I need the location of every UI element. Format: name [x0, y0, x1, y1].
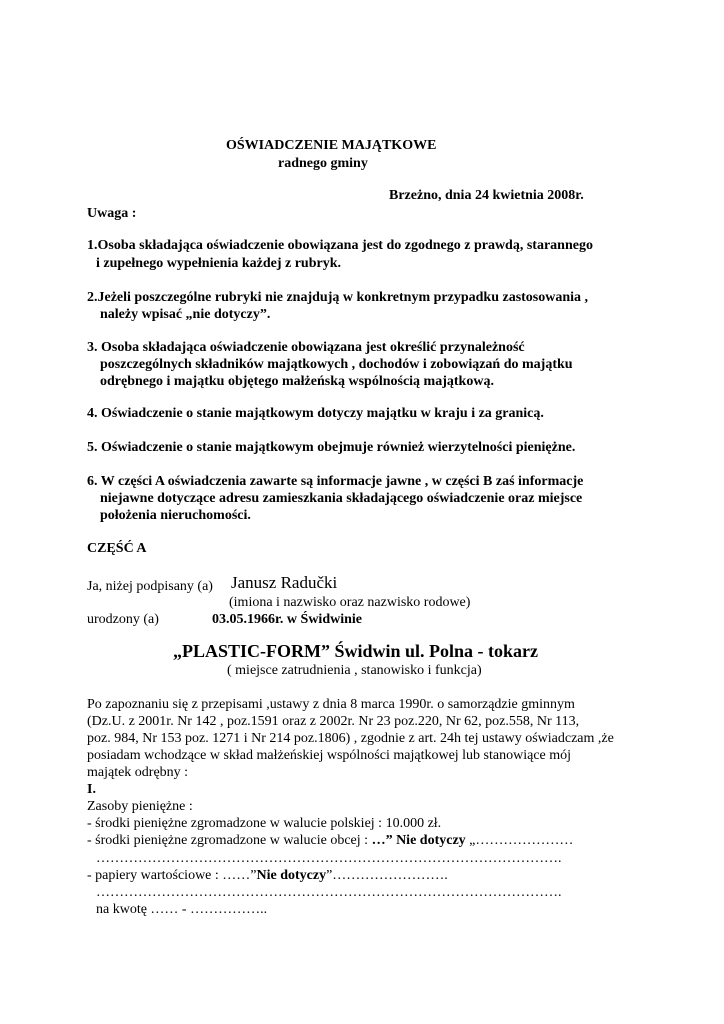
- note-6-line-2: niejawne dotyczące adresu zamieszkania składającego oświadczenie oraz miejsce: [100, 491, 583, 506]
- signed-label: Ja, niżej podpisany (a): [87, 579, 213, 594]
- foreign-funds-value: …” Nie dotyczy: [371, 833, 470, 848]
- statement-line-3: poz. 984, Nr 153 poz. 1271 i Nr 214 poz.1806) , zgodnie z art. 24h tej ustawy oświadczam ,że: [87, 731, 614, 746]
- note-6-line-3: położenia nieruchomości.: [100, 508, 251, 523]
- name-caption: (imiona i nazwisko oraz nazwisko rodowe): [229, 595, 471, 610]
- foreign-funds-line: [87, 832, 573, 849]
- place-and-date: Brzeżno, dnia 24 kwietnia 2008r.: [389, 188, 584, 203]
- note-6-line-1: 6. W części A oświadczenia zawarte są informacje jawne , w części B zaś informacje: [87, 474, 584, 489]
- notes-heading: Uwaga :: [87, 206, 137, 221]
- securities-label: - papiery wartościowe : ……”: [87, 868, 257, 883]
- amount-line: na kwotę …… - ……………..: [96, 902, 268, 917]
- section-number: I.: [87, 782, 96, 797]
- pln-funds-line: - środki pieniężne zgromadzone w walucie polskiej : 10.000 zł.: [87, 816, 442, 831]
- statement-line-5: majątek odrębny :: [87, 765, 189, 780]
- note-2-line-2: należy wpisać „nie dotyczy”.: [100, 307, 271, 322]
- statement-line-2: (Dz.U. z 2001r. Nr 142 , poz.1591 oraz z 2002r. Nr 23 poz.220, Nr 62, poz.558, Nr 113,: [87, 714, 580, 729]
- foreign-funds-label: - środki pieniężne zgromadzone w walucie obcej :: [87, 833, 372, 848]
- foreign-funds-dots: „…………………: [469, 833, 574, 848]
- note-3-line-2: poszczególnych składników majątkowych , dochodów i zobowiązań do majątku: [100, 357, 573, 372]
- statement-line-1: Po zapoznaniu się z przepisami ,ustawy z dnia 8 marca 1990r. o samorządzie gminnym: [87, 697, 575, 712]
- part-a-heading: CZĘŚĆ A: [87, 541, 147, 556]
- employment-caption: ( miejsce zatrudnienia , stanowisko i funkcja): [227, 663, 482, 678]
- born-label: urodzony (a): [87, 612, 159, 627]
- note-4: 4. Oświadczenie o stanie majątkowym dotyczy majątku w kraju i za granicą.: [87, 406, 544, 421]
- document-title: OŚWIADCZENIE MAJĄTKOWE: [226, 138, 437, 153]
- employment: „PLASTIC-FORM” Świdwin ul. Polna - tokarz: [173, 641, 539, 661]
- declarant-name: Janusz Radučki: [231, 573, 338, 592]
- note-3-line-3: odrębnego i majątku objętego małżeńską wspólnością majątkową.: [100, 374, 494, 389]
- securities-value: Nie dotyczy: [256, 868, 327, 883]
- note-1-line-2: i zupełnego wypełnienia każdej z rubryk.: [96, 256, 342, 271]
- note-5: 5. Oświadczenie o stanie majątkowym obejmuje również wierzytelności pieniężne.: [87, 440, 576, 455]
- document-subtitle: radnego gminy: [278, 156, 368, 171]
- securities-line: [87, 867, 448, 884]
- dotted-line-1: ……………………………………………………………………………………….: [96, 851, 562, 866]
- note-1-line-1: 1.Osoba składająca oświadczenie obowiązana jest do zgodnego z prawdą, starannego: [87, 238, 593, 253]
- note-2-line-1: 2.Jeżeli poszczególne rubryki nie znajdują w konkretnym przypadku zastosowania ,: [87, 290, 589, 305]
- dotted-line-2: ……………………………………………………………………………………….: [96, 885, 562, 900]
- securities-dots: ”…………………….: [326, 868, 448, 883]
- statement-line-4: posiadam wchodzące w skład małżeńskiej wspólności majątkowej lub stanowiące mój: [87, 748, 572, 763]
- resources-heading: Zasoby pieniężne :: [87, 799, 193, 814]
- born-value: 03.05.1966r. w Świdwinie: [212, 612, 363, 627]
- note-3-line-1: 3. Osoba składająca oświadczenie obowiązana jest określić przynależność: [87, 340, 525, 355]
